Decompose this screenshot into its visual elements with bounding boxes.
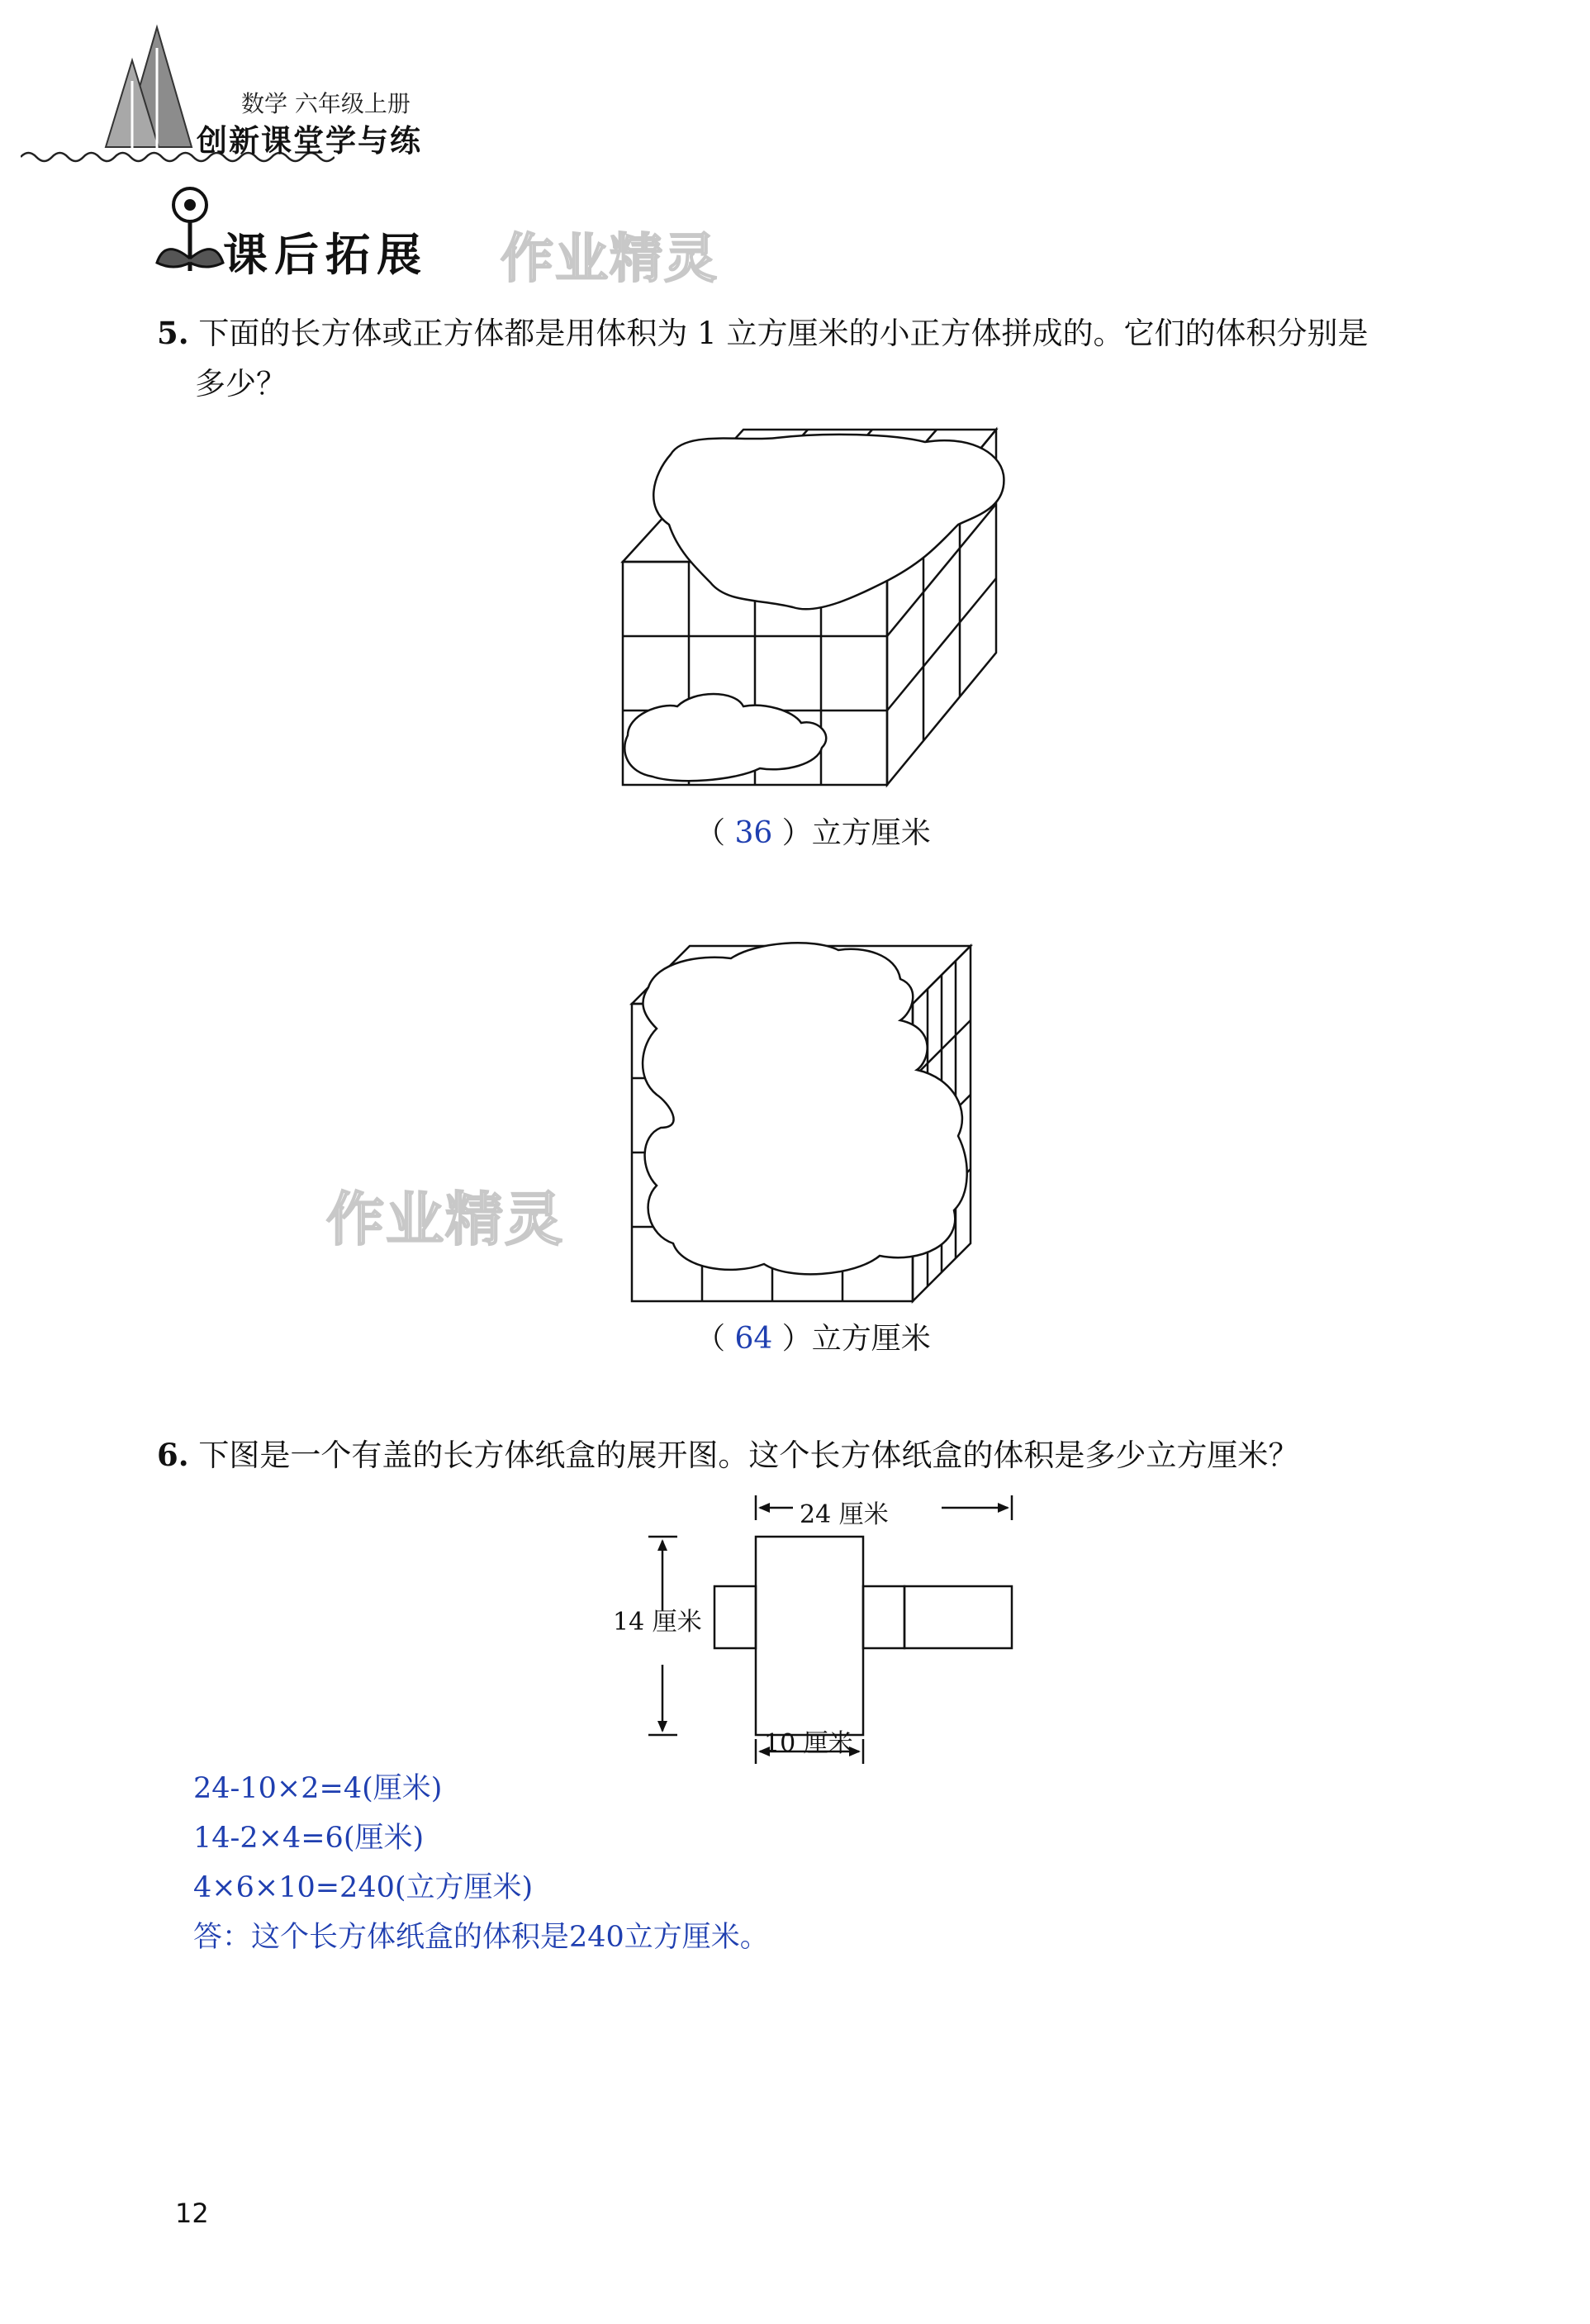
dim-left-label: 14 厘米 <box>613 1608 702 1637</box>
header-subject: 数学 六年级上册 <box>241 90 411 117</box>
question-5-line2: 多少？ <box>195 366 287 402</box>
question-6 <box>157 1429 1495 1481</box>
question-text: 下图是一个有盖的长方体纸盒的展开图。这个长方体纸盒的体积是多少立方厘米？ <box>198 1438 1299 1473</box>
answer-value: 36 <box>734 816 773 850</box>
solution-line-1: 24-10×2=4(厘米) <box>193 1772 443 1805</box>
section-title: 课后拓展 <box>223 229 428 281</box>
answer-5-1: （ 36 ）立方厘米 <box>695 816 931 850</box>
cuboid-figure-1 <box>611 417 1024 797</box>
flower-icon <box>153 180 227 288</box>
dim-bottom-label: 10 厘米 <box>764 1729 853 1758</box>
question-number: 6. <box>157 1437 189 1473</box>
answer-5-2: （ 64 ）立方厘米 <box>695 1322 931 1356</box>
dim-top-label: 24 厘米 <box>800 1500 889 1529</box>
solution-line-2: 14-2×4=6(厘米) <box>193 1822 425 1855</box>
solution-answer: 答：这个长方体纸盒的体积是240立方厘米。 <box>193 1921 769 1954</box>
header-series-title: 创新课堂学与练 <box>197 123 422 159</box>
tree-logo-icon <box>99 23 206 155</box>
answer-value: 64 <box>734 1322 773 1356</box>
solution-line-3: 4×6×10=240(立方厘米) <box>193 1871 534 1904</box>
question-5 <box>157 307 1495 359</box>
question-number: 5. <box>157 315 189 351</box>
page-number: 12 <box>175 2198 209 2229</box>
cube-figure-2 <box>624 938 1020 1309</box>
watermark-mid: 作业精灵 <box>326 1186 564 1253</box>
watermark-top: 作业精灵 <box>501 229 719 290</box>
question-text-line1: 下面的长方体或正方体都是用体积为 1 立方厘米的小正方体拼成的。它们的体积分别是 <box>198 316 1369 351</box>
solution-block <box>193 1764 769 1962</box>
